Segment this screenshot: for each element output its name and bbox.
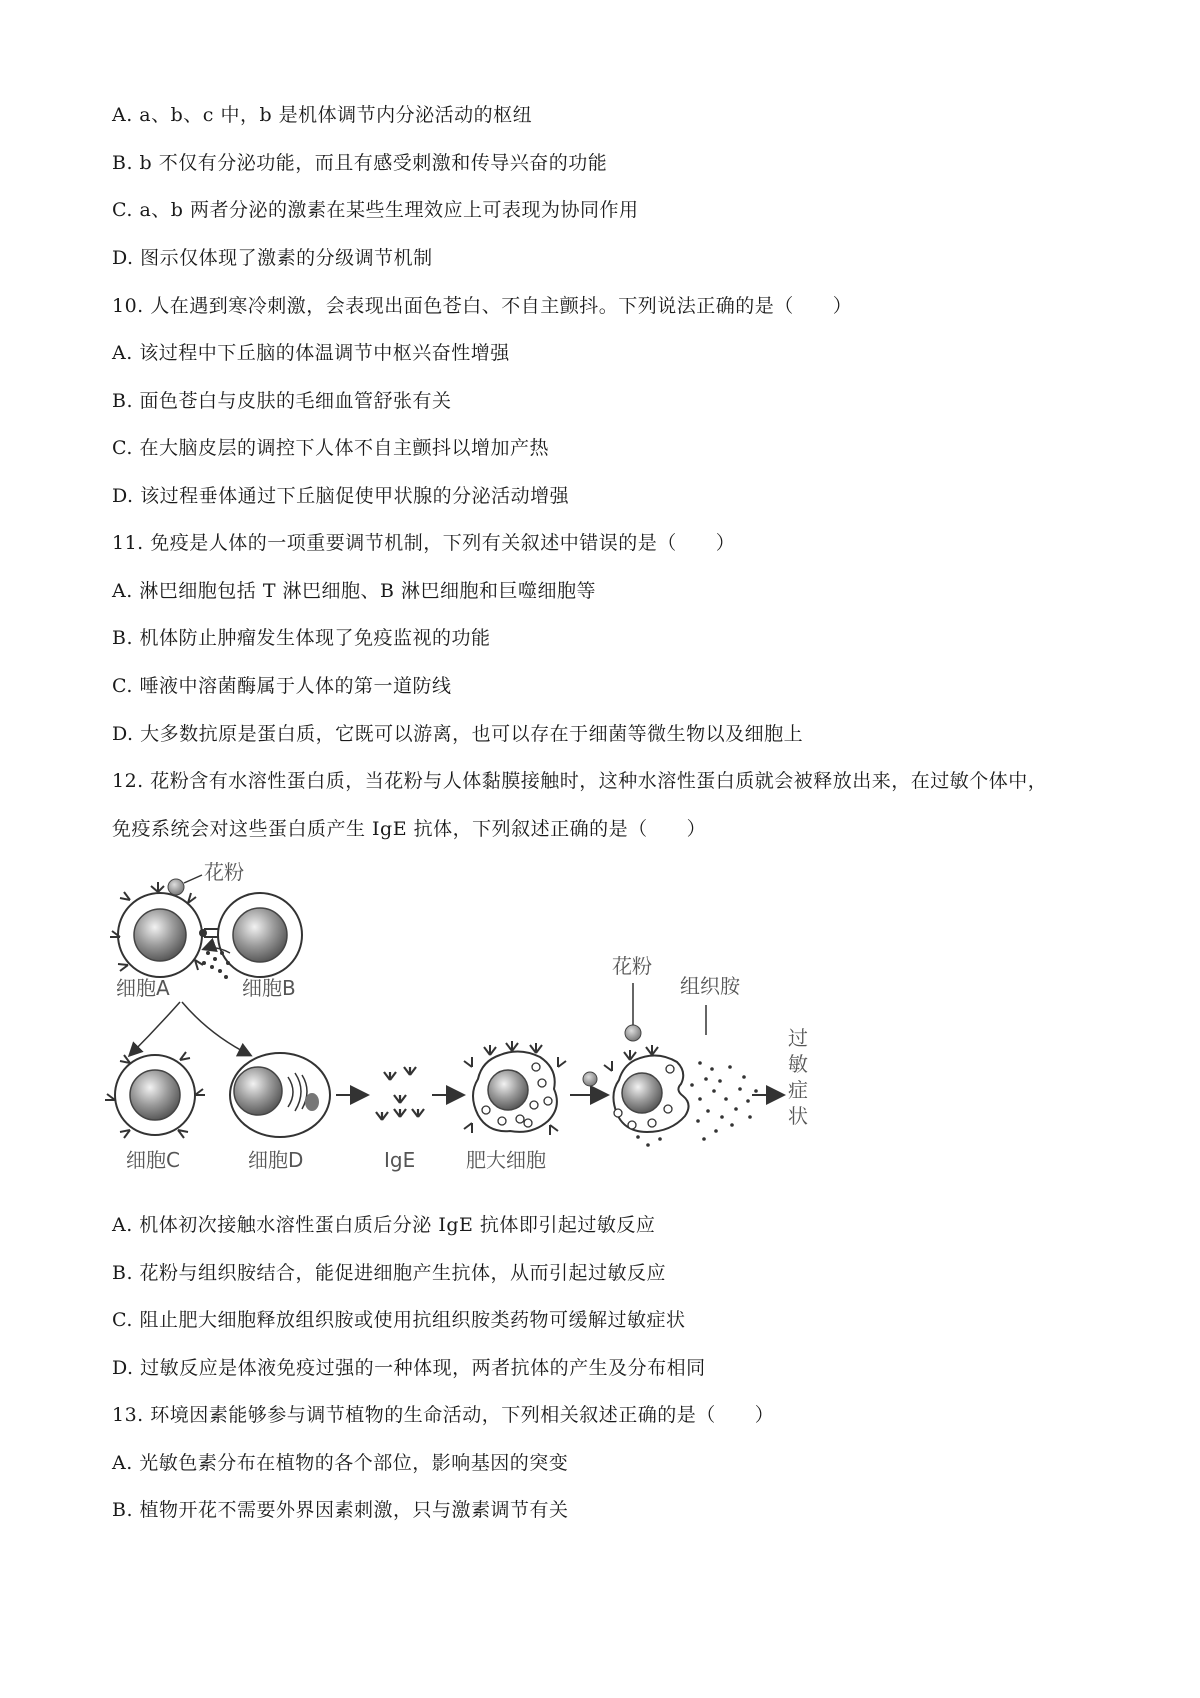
symptom-char-3: 症 (788, 1078, 808, 1102)
q10-option-b: B. 面色苍白与皮肤的毛细血管舒张有关 (112, 390, 452, 412)
q12-option-a: A. 机体初次接触水溶性蛋白质后分泌 IgE 抗体即引起过敏反应 (112, 1214, 656, 1236)
symptom-char-1: 过 (788, 1026, 808, 1050)
q11-stem: 11. 免疫是人体的一项重要调节机制，下列有关叙述中错误的是（ ） (112, 532, 736, 554)
q9-option-b: B. b 不仅有分泌功能，而且有感受刺激和传导兴奋的功能 (112, 152, 608, 174)
pollen-label-2: 花粉 (612, 954, 652, 978)
q10-option-d: D. 该过程垂体通过下丘脑促使甲状腺的分泌活动增强 (112, 485, 570, 507)
cell-b-label: 细胞B (242, 976, 296, 1000)
q12-option-c: C. 阻止肥大细胞释放组织胺或使用抗组织胺类药物可缓解过敏症状 (112, 1309, 686, 1331)
pollen-icon (168, 879, 184, 895)
pollen-icon (625, 1025, 641, 1041)
q11-option-a: A. 淋巴细胞包括 T 淋巴细胞、B 淋巴细胞和巨噬细胞等 (112, 580, 597, 602)
q12-option-d: D. 过敏反应是体液免疫过强的一种体现，两者抗体的产生及分布相同 (112, 1357, 706, 1379)
q13-stem: 13. 环境因素能够参与调节植物的生命活动，下列相关叙述正确的是（ ） (112, 1404, 775, 1426)
ige-antibody-icons (376, 1067, 424, 1120)
pollen-label-1: 花粉 (204, 860, 244, 884)
q10-option-a: A. 该过程中下丘脑的体温调节中枢兴奋性增强 (112, 342, 510, 364)
q9-option-d: D. 图示仅体现了激素的分级调节机制 (112, 247, 433, 269)
q12-option-b: B. 花粉与组织胺结合，能促进细胞产生抗体，从而引起过敏反应 (112, 1262, 667, 1284)
cell-b (218, 893, 302, 977)
symptom-char-4: 状 (788, 1104, 808, 1128)
cell-d-label: 细胞D (248, 1148, 304, 1172)
cell-d (230, 1053, 330, 1137)
allergy-mechanism-diagram (100, 855, 900, 1190)
cell-a (110, 882, 203, 977)
q10-option-c: C. 在大脑皮层的调控下人体不自主颤抖以增加产热 (112, 437, 549, 459)
q9-option-c: C. a、b 两者分泌的激素在某些生理效应上可表现为协同作用 (112, 199, 639, 221)
q10-stem: 10. 人在遇到寒冷刺激，会表现出面色苍白、不自主颤抖。下列说法正确的是（ ） (112, 295, 853, 317)
histamine-label: 组织胺 (680, 974, 740, 998)
q11-option-b: B. 机体防止肿瘤发生体现了免疫监视的功能 (112, 627, 491, 649)
q11-option-c: C. 唾液中溶菌酶属于人体的第一道防线 (112, 675, 452, 697)
q12-stem-line1: 12. 花粉含有水溶性蛋白质，当花粉与人体黏膜接触时，这种水溶性蛋白质就会被释放出来，在过敏个体中， (112, 770, 1048, 792)
cell-a-label: 细胞A (116, 976, 170, 1000)
symptom-char-2: 敏 (788, 1052, 808, 1076)
mast-cell (464, 1041, 566, 1135)
q11-option-d: D. 大多数抗原是蛋白质，它既可以游离，也可以存在于细菌等微生物以及细胞上 (112, 723, 804, 745)
q12-stem-line2: 免疫系统会对这些蛋白质产生 IgE 抗体，下列叙述正确的是（ ） (112, 818, 707, 840)
cell-c (105, 1052, 205, 1138)
degranulating-mast-cell (604, 1045, 689, 1132)
cell-c-label: 细胞C (126, 1148, 180, 1172)
pollen-icon (583, 1072, 597, 1086)
ige-label: IgE (384, 1148, 416, 1172)
q9-option-a: A. a、b、c 中，b 是机体调节内分泌活动的枢纽 (112, 104, 533, 126)
q13-option-b: B. 植物开花不需要外界因素刺激，只与激素调节有关 (112, 1499, 569, 1521)
q13-option-a: A. 光敏色素分布在植物的各个部位，影响基因的突变 (112, 1452, 569, 1474)
mast-cell-label: 肥大细胞 (466, 1148, 546, 1172)
